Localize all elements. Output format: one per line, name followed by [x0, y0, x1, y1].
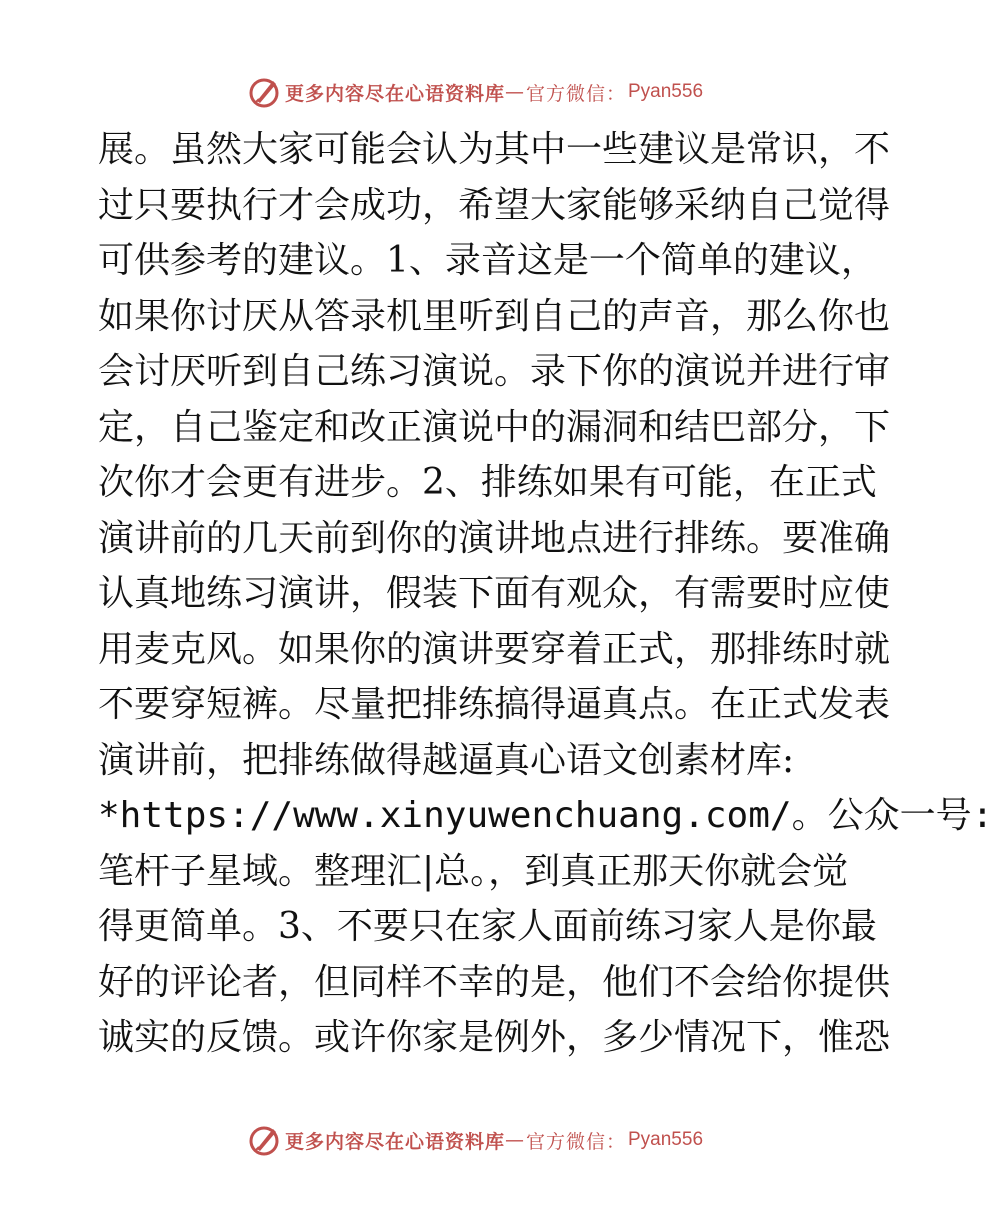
text-line: 如果你讨厌从答录机里听到自己的声音，那么你也: [98, 295, 891, 337]
text-line: 得更简单。3、不要只在家人面前练习家人是你最: [98, 906, 877, 947]
quill-pen-logo-icon: [247, 75, 281, 109]
document-body: [98, 122, 993, 1066]
text-line: 不要穿短裤。尽量把排练搞得逼真点。在正式发表: [98, 684, 891, 725]
text-line: 过只要执行才会成功，希望大家能够采纳自己觉得: [98, 184, 891, 226]
footer-banner: [0, 1120, 950, 1160]
text-line: 演讲前，把排练做得越逼真心语文创素材库:: [98, 739, 795, 781]
banner-wechat-label: 官方微信：: [525, 1130, 626, 1153]
header-banner: [0, 72, 950, 112]
text-line-url: *https://www.xinyuwenchuang.com/。公众一号:: [98, 795, 993, 836]
text-line: 会讨厌听到自己练习演说。录下你的演说并进行审: [98, 351, 891, 392]
quill-pen-logo-icon: [247, 1123, 281, 1157]
text-line: 可供参考的建议。1、录音这是一个简单的建议，: [98, 240, 877, 281]
banner-wechat-id: Pyan556: [628, 81, 704, 102]
text-line: 好的评论者，但同样不幸的是，他们不会给你提供: [98, 961, 891, 1003]
text-line: 演讲前的几天前到你的演讲地点进行排练。要准确: [98, 517, 891, 559]
text-line: 次你才会更有进步。2、排练如果有可能，在正式: [98, 462, 877, 503]
banner-title: 更多内容尽在心语资料库: [284, 1130, 505, 1153]
banner-wechat-label: 官方微信：: [525, 82, 626, 105]
text-line: 用麦克风。如果你的演讲要穿着正式，那排练时就: [98, 628, 891, 670]
banner-title: 更多内容尽在心语资料库: [284, 82, 505, 105]
banner-wechat-id: Pyan556: [628, 1129, 704, 1150]
banner-separator: —: [504, 1129, 524, 1151]
text-line: 认真地练习演讲，假装下面有观众，有需要时应使: [98, 573, 891, 614]
text-line: 展。虽然大家可能会认为其中一些建议是常识，不: [98, 129, 891, 170]
text-line: 定，自己鉴定和改正演说中的漏洞和结巴部分，下: [98, 406, 891, 448]
banner-separator: —: [504, 81, 524, 103]
text-line: 诚实的反馈。或许你家是例外，多少情况下，惟恐: [98, 1017, 891, 1058]
text-line: 笔杆子星域。整理汇|总。，到真正那天你就会觉: [98, 850, 849, 892]
